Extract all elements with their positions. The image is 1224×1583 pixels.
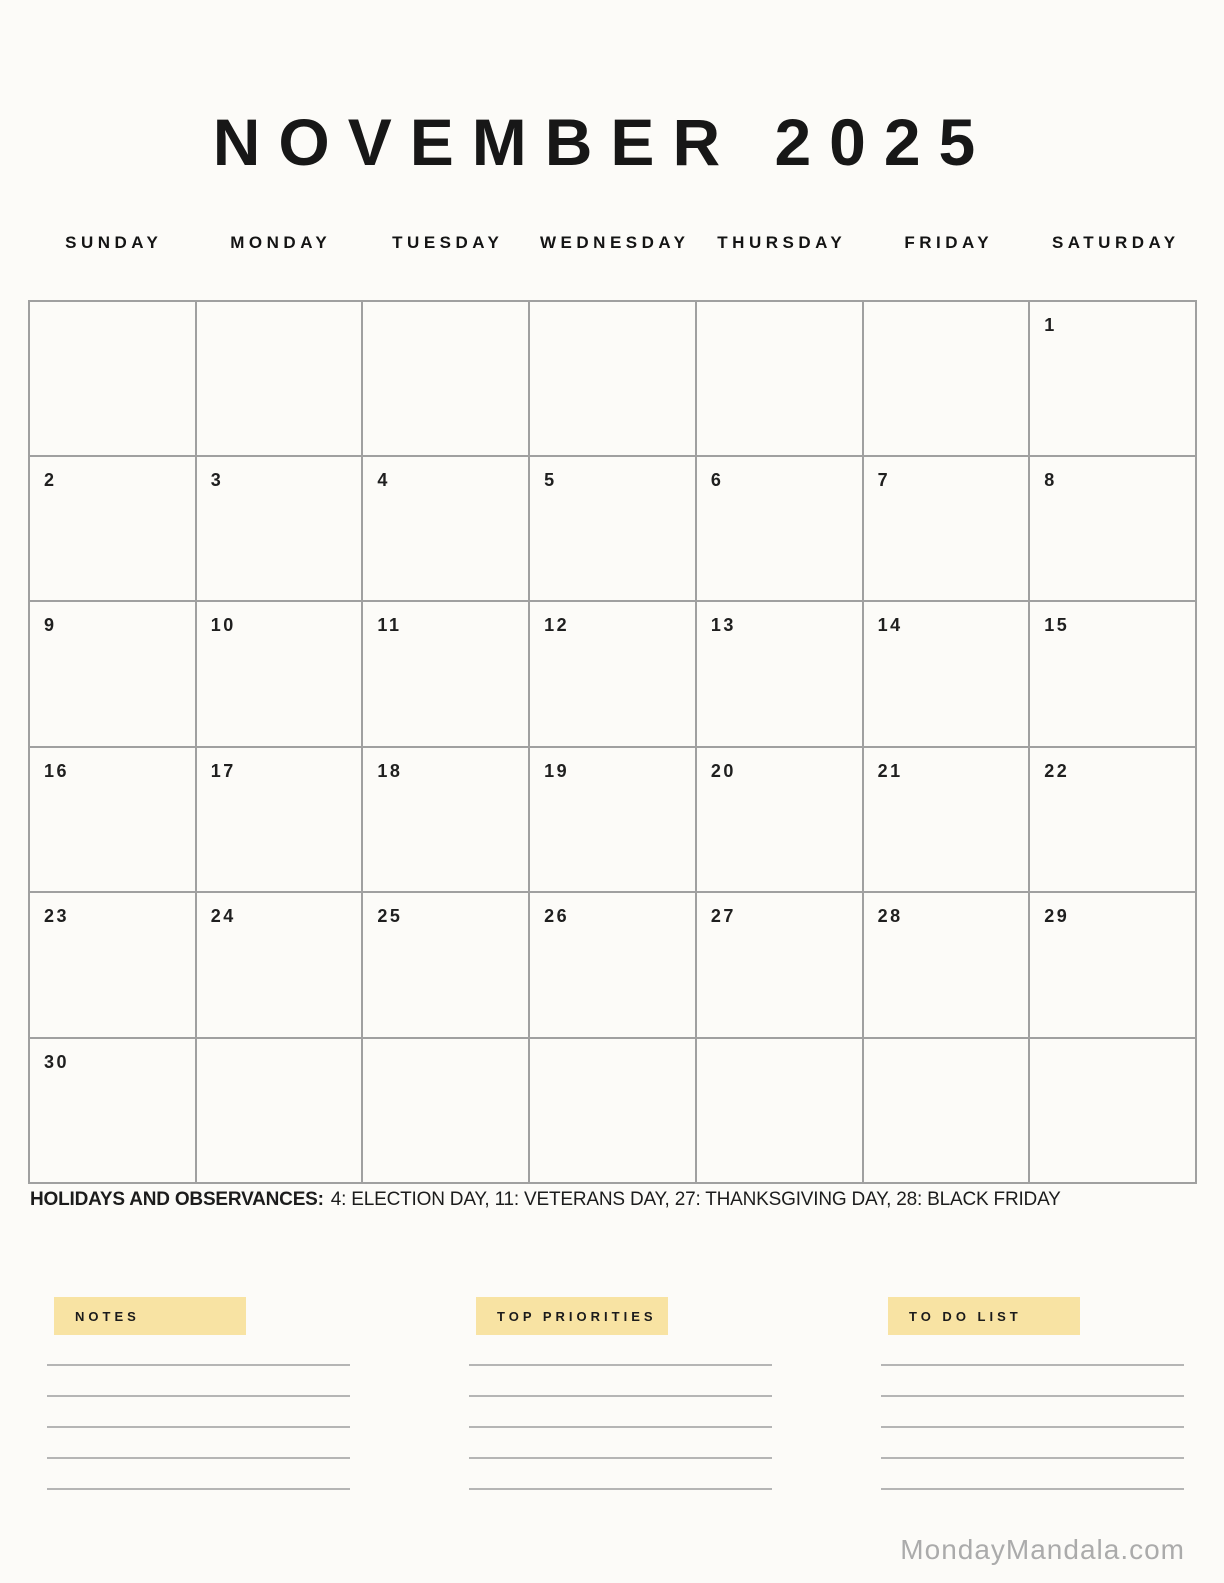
day-number: 24 <box>210 906 236 927</box>
todo-list-section <box>881 1297 1184 1490</box>
calendar-cell <box>530 602 695 745</box>
calendar-cell <box>1030 893 1195 1036</box>
calendar-cell <box>363 302 528 455</box>
footer-site-credit: MondayMandala.com <box>900 1534 1185 1565</box>
calendar-cell <box>697 748 862 891</box>
writing-line <box>47 1457 350 1459</box>
day-number: 23 <box>44 906 70 927</box>
calendar-cell <box>363 602 528 745</box>
weekday-header-sunday: SUNDAY <box>65 233 163 252</box>
calendar-cell <box>197 1039 362 1182</box>
day-number: 11 <box>377 615 402 636</box>
calendar-cell <box>197 302 362 455</box>
calendar-cell <box>30 748 195 891</box>
day-number: 5 <box>544 470 557 490</box>
day-number: 15 <box>1044 615 1070 636</box>
calendar-cell <box>864 457 1029 600</box>
calendar-cell <box>30 602 195 745</box>
day-number: 26 <box>544 906 570 927</box>
calendar-cell <box>530 748 695 891</box>
calendar-cell <box>363 893 528 1036</box>
day-number: 28 <box>877 906 903 927</box>
day-number: 29 <box>1044 906 1070 927</box>
day-number: 17 <box>210 760 236 781</box>
weekday-row <box>28 233 1197 253</box>
page-title: NOVEMBER 2025 <box>212 105 994 179</box>
calendar-grid <box>28 300 1197 1184</box>
writing-line <box>469 1457 772 1459</box>
calendar-cell <box>363 457 528 600</box>
day-number: 2 <box>44 470 57 490</box>
writing-line <box>469 1395 772 1397</box>
calendar-cell <box>697 1039 862 1182</box>
day-number: 1 <box>1044 315 1057 335</box>
day-number: 10 <box>210 615 236 636</box>
writing-line <box>47 1488 350 1490</box>
day-number: 21 <box>877 760 903 781</box>
day-number: 20 <box>710 760 736 781</box>
notes-section-label: NOTES <box>54 1297 246 1335</box>
day-number: 27 <box>710 906 736 927</box>
day-number: 3 <box>210 470 224 490</box>
day-number: 7 <box>877 470 891 490</box>
weekday-header-monday: MONDAY <box>230 233 332 252</box>
day-number: 25 <box>377 906 403 927</box>
calendar-cell <box>197 748 362 891</box>
calendar-cell <box>1030 602 1195 745</box>
todo-list-section-label: TO DO LIST <box>888 1297 1080 1335</box>
notes-section <box>47 1297 350 1490</box>
day-number: 14 <box>877 615 903 636</box>
day-number: 9 <box>44 615 57 636</box>
holidays-label: HOLIDAYS AND OBSERVANCES: <box>30 1189 324 1210</box>
day-number: 8 <box>1044 470 1057 490</box>
writing-line <box>881 1395 1184 1397</box>
day-number: 6 <box>710 470 724 490</box>
writing-line <box>881 1488 1184 1490</box>
writing-line <box>47 1426 350 1428</box>
writing-line <box>469 1364 772 1366</box>
holidays-text: 4: ELECTION DAY, 11: VETERANS DAY, 27: THANKSGIVING DAY, 28: BLACK FRIDAY <box>330 1189 1061 1210</box>
calendar-cell <box>697 893 862 1036</box>
calendar-cell <box>30 457 195 600</box>
calendar-cell <box>197 893 362 1036</box>
writing-line <box>47 1364 350 1366</box>
writing-line <box>881 1364 1184 1366</box>
calendar-cell <box>30 893 195 1036</box>
day-number: 18 <box>377 760 403 781</box>
calendar-cell <box>864 893 1029 1036</box>
weekday-header-thursday: THURSDAY <box>717 233 847 252</box>
calendar-cell <box>530 893 695 1036</box>
day-number: 12 <box>544 615 570 636</box>
holidays-line <box>30 1189 1200 1211</box>
calendar-cell <box>197 457 362 600</box>
calendar-cell <box>1030 457 1195 600</box>
calendar-cell <box>530 1039 695 1182</box>
calendar-cell <box>197 602 362 745</box>
writing-line <box>47 1395 350 1397</box>
calendar-cell <box>697 302 862 455</box>
calendar-cell <box>530 302 695 455</box>
calendar-cell <box>30 302 195 455</box>
weekday-header-wednesday: WEDNESDAY <box>540 233 690 252</box>
day-number: 13 <box>710 615 736 636</box>
calendar-cell <box>1030 302 1195 455</box>
day-number: 4 <box>377 470 390 490</box>
writing-line <box>881 1426 1184 1428</box>
calendar-cell <box>30 1039 195 1182</box>
day-number: 19 <box>544 760 570 781</box>
writing-line <box>469 1488 772 1490</box>
day-number: 30 <box>44 1051 70 1072</box>
calendar-cell <box>864 302 1029 455</box>
weekday-header-saturday: SATURDAY <box>1051 233 1180 252</box>
writing-line <box>469 1426 772 1428</box>
calendar-cell <box>864 748 1029 891</box>
calendar-cell <box>363 748 528 891</box>
day-number: 22 <box>1044 760 1070 781</box>
calendar-cell <box>697 457 862 600</box>
weekday-header-friday: FRIDAY <box>904 233 994 252</box>
day-number: 16 <box>44 760 70 781</box>
writing-line <box>881 1457 1184 1459</box>
calendar-cell <box>864 1039 1029 1182</box>
weekday-header-tuesday: TUESDAY <box>392 233 504 252</box>
top-priorities-section <box>469 1297 772 1490</box>
calendar-cell <box>697 602 862 745</box>
top-priorities-section-label: TOP PRIORITIES <box>476 1297 668 1335</box>
calendar-cell <box>363 1039 528 1182</box>
calendar-cell <box>1030 748 1195 891</box>
calendar-cell <box>864 602 1029 745</box>
calendar-cell <box>530 457 695 600</box>
calendar-cell <box>1030 1039 1195 1182</box>
